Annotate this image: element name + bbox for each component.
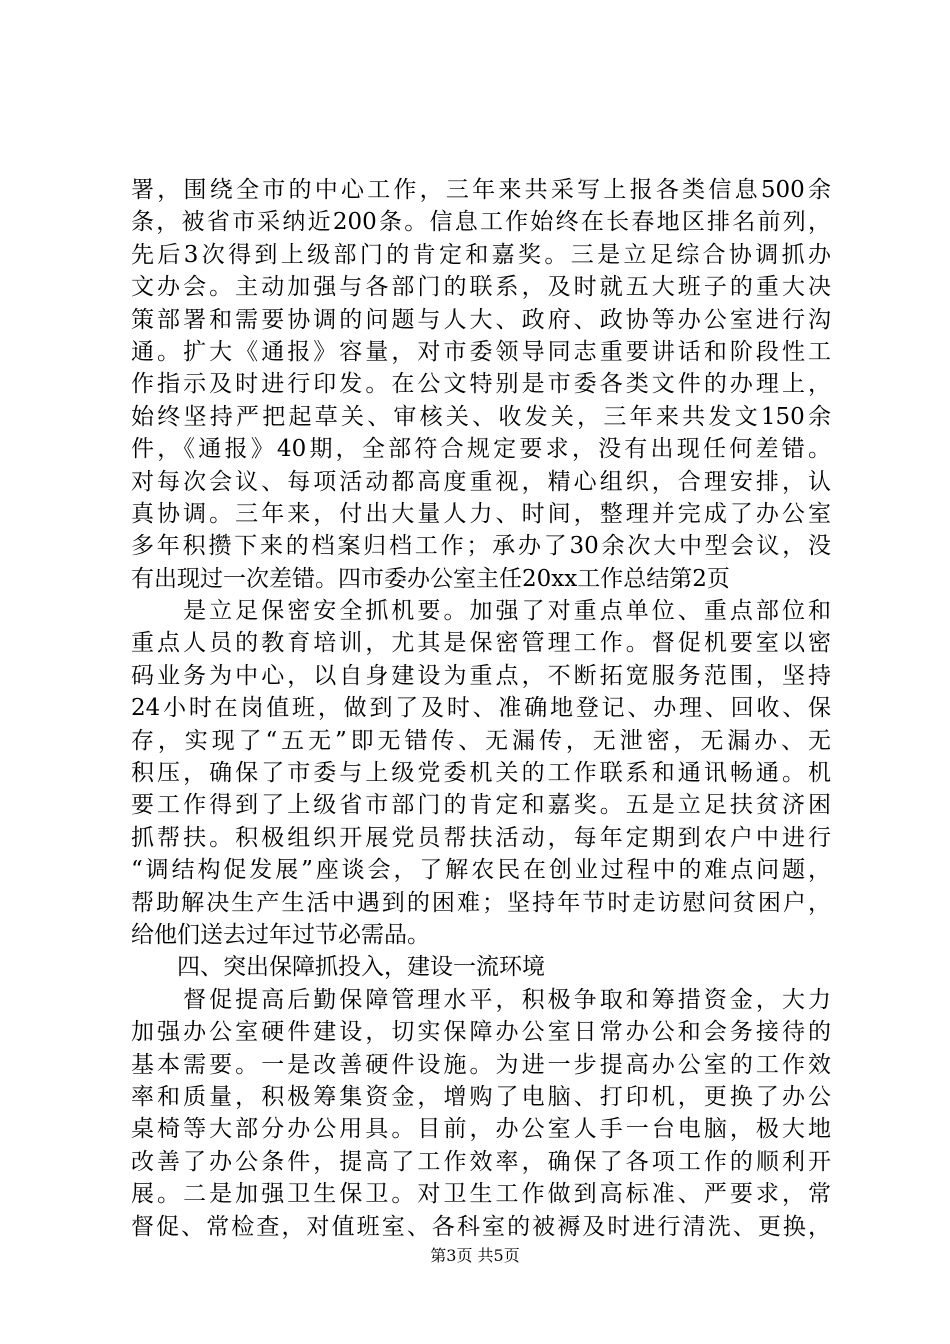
text-line: 通。扩大《通报》容量，对市委领导同志重要讲话和阶段性工 — [131, 338, 831, 365]
text-line: 有出现过一次差错。四市委办公室主任20xx工作总结第2页 — [131, 565, 730, 592]
text-line: 真协调。三年来，付出大量人力、时间，整理并完成了办公室 — [131, 500, 831, 527]
text-line: 桌椅等大部分办公用具。目前，办公室人手一台电脑，极大地 — [131, 1116, 831, 1143]
text-line: “调结构促发展”座谈会，了解农民在创业过程中的难点问题， — [131, 857, 831, 884]
text-line: 加强办公室硬件建设，切实保障办公室日常办公和会务接待的 — [131, 1019, 831, 1046]
text-line: 给他们送去过年过节必需品。 — [131, 921, 430, 948]
text-line: 督促、常检查，对值班室、各科室的被褥及时进行清洗、更换， — [131, 1213, 831, 1240]
text-line: 改善了办公条件，提高了工作效率，确保了各项工作的顺利开 — [131, 1148, 831, 1175]
text-line: 先后3次得到上级部门的肯定和嘉奖。三是立足综合协调抓办 — [131, 241, 831, 268]
text-line: 多年积攒下来的档案归档工作；承办了30余次大中型会议，没 — [131, 533, 831, 560]
text-line: 帮助解决生产生活中遇到的困难；坚持年节时走访慰问贫困户， — [131, 889, 831, 916]
text-line: 文办会。主动加强与各部门的联系，及时就五大班子的重大决 — [131, 274, 831, 301]
text-line: 展。二是加强卫生保卫。对卫生工作做到高标准、严要求，常 — [131, 1181, 831, 1208]
text-line: 策部署和需要协调的问题与人大、政府、政协等办公室进行沟 — [131, 306, 831, 333]
text-line: 署，围绕全市的中心工作，三年来共采写上报各类信息500余 — [131, 177, 831, 203]
text-line: 存，实现了“五无”即无错传、无漏传，无泄密，无漏办、无 — [131, 727, 831, 754]
text-line: 要工作得到了上级省市部门的肯定和嘉奖。五是立足扶贫济困 — [131, 792, 831, 819]
text-line: 四、突出保障抓投入，建设一流环境 — [131, 954, 545, 981]
text-line: 24小时在岗值班，做到了及时、准确地登记、办理、回收、保 — [131, 695, 831, 722]
text-line: 码业务为中心，以自身建设为重点，不断拓宽服务范围，坚持 — [131, 662, 831, 689]
text-line: 作指示及时进行印发。在公文特别是市委各类文件的办理上， — [131, 371, 831, 398]
text-line: 率和质量，积极筹集资金，增购了电脑、打印机，更换了办公 — [131, 1083, 831, 1110]
text-line: 条，被省市采纳近200条。信息工作始终在长春地区排名前列， — [131, 209, 831, 236]
text-line: 始终坚持严把起草关、审核关、收发关，三年来共发文150余 — [131, 403, 831, 430]
page-footer: 第3页 共5页 — [430, 1246, 520, 1265]
text-line: 基本需要。一是改善硬件设施。为进一步提高办公室的工作效 — [131, 1051, 831, 1078]
document-body — [131, 174, 831, 1243]
text-line: 积压，确保了市委与上级党委机关的工作联系和通讯畅通。机 — [131, 760, 831, 787]
text-line: 是立足保密安全抓机要。加强了对重点单位、重点部位和 — [131, 598, 831, 625]
text-line: 重点人员的教育培训，尤其是保密管理工作。督促机要室以密 — [131, 630, 831, 657]
text-line: 件，《通报》40期，全部符合规定要求，没有出现任何差错。 — [131, 436, 831, 463]
text-line: 督促提高后勤保障管理水平，积极争取和筹措资金，大力 — [131, 986, 831, 1013]
text-line: 抓帮扶。积极组织开展党员帮扶活动，每年定期到农户中进行 — [131, 824, 831, 851]
text-line: 对每次会议、每项活动都高度重视，精心组织，合理安排，认 — [131, 468, 831, 495]
